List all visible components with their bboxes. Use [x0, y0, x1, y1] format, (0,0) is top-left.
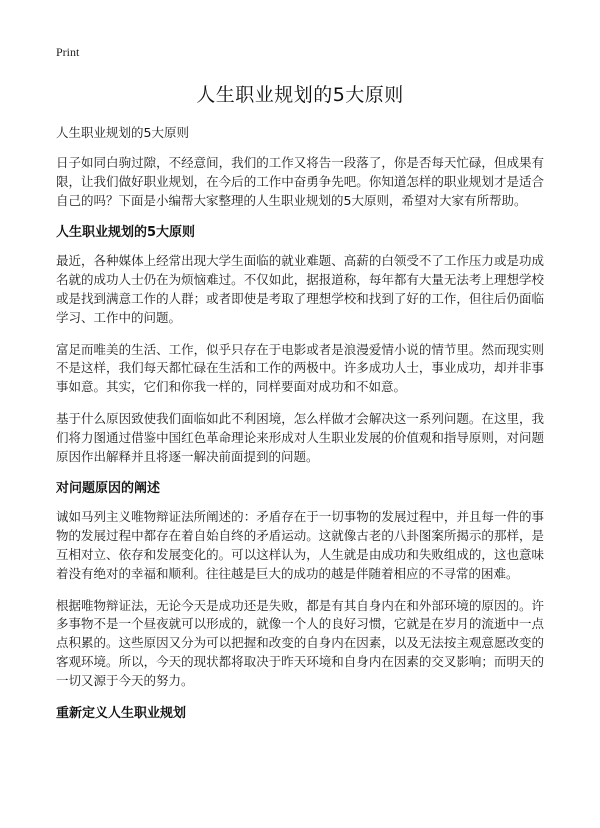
section-heading-redefine: 重新定义人生职业规划: [56, 705, 187, 721]
paragraph: 根据唯物辩证法，无论今天是成功还是失败，都是有其自身内在和外部环境的原因的。许多事物不是一个昼夜就可以形成的，就像一个人的良好习惯，它就是在岁月的流逝中一点点积累的。这些原因又分为可以把握和改变的自身内在因素，以及无法按主观意愿改变的客观环境。所以，今天的现状都将取决于昨天环境和自身内在因素的交叉影响；而明天的一切又源于今天的努力。: [56, 597, 544, 688]
subtitle: 人生职业规划的5大原则: [56, 125, 189, 140]
page-title: 人生职业规划的5大原则: [196, 84, 404, 106]
intro-paragraph: 日子如同白驹过隙，不经意间，我们的工作又将告一段落了，你是否每天忙碌，但成果有限，让我们做好职业规划，在今后的工作中奋勇争先吧。你知道怎样的职业规划才是适合自己的吗？下面是小编帮大家整理的人生职业规划的5大原则，希望对大家有所帮助。: [56, 155, 544, 208]
section-heading-causes: 对问题原因的阐述: [56, 481, 161, 497]
section-heading-principles: 人生职业规划的5大原则: [56, 225, 196, 241]
paragraph: 基于什么原因致使我们面临如此不利困境，怎么样做才会解决这一系列问题。在这里，我们将力图通过借鉴中国红色革命理论来形成对人生职业发展的价值观和指导原则，对问题原因作出解释并且将逐一解决前面提到的问题。: [56, 410, 544, 464]
print-link[interactable]: Print: [56, 45, 80, 59]
paragraph: 富足而唯美的生活、工作，似乎只存在于电影或者是浪漫爱情小说的情节里。然而现实则不是这样，我们每天都忙碌在生活和工作的两极中。许多成功人士，事业成功，却并非事事如意。其实，它们和你我一样的，同样要面对成功和不如意。: [56, 341, 544, 395]
paragraph: 最近，各种媒体上经常出现大学生面临的就业难题、高薪的白领受不了工作压力或是功成名就的成功人士仍在为烦恼难过。不仅如此，据报道称，每年都有大量无法考上理想学校或是找到满意工作的人群；或者即使是考取了理想学校和找到了好的工作，但往后仍面临学习、工作中的问题。: [56, 253, 544, 325]
paragraph: 诚如马列主义唯物辩证法所阐述的：矛盾存在于一切事物的发展过程中，并且每一件的事物的发展过程中都存在着自始自终的矛盾运动。这就像古老的八卦图案所揭示的那样，是互相对立、依存和发展变化的。可以这样认为，人生就是由成功和失败组成的，这也意味着没有绝对的幸福和顺利。往往越是巨大的成功的越是伴随着相应的不寻常的困难。: [56, 509, 544, 581]
